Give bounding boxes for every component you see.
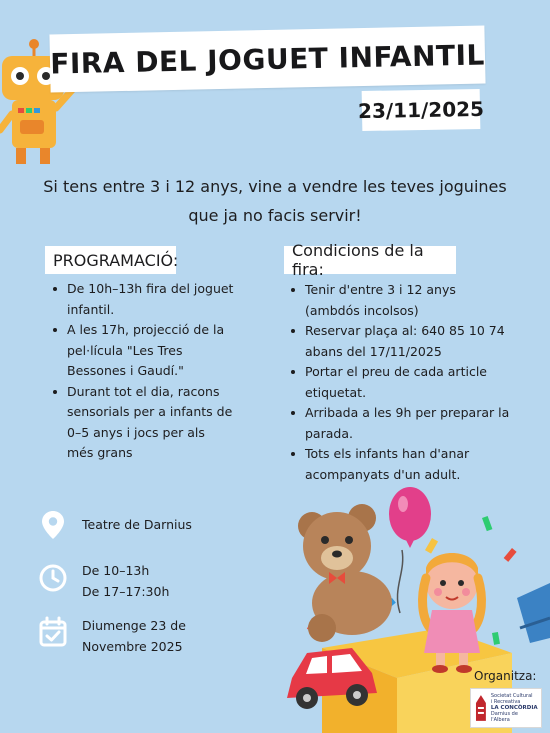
time-row [38, 561, 169, 602]
list-item: Portar el preu de cada article etiquetat. [288, 362, 513, 403]
time-line-1: De 10–13h [82, 563, 150, 578]
intro-line-1: Si tens entre 3 i 12 anys, vine a vendre les teves joguines [43, 177, 507, 196]
page-title: FIRA DEL JOGUET INFANTIL [49, 37, 486, 81]
organizer-logo-line-2: i Recreativa [490, 699, 521, 705]
organizer-logo-line-3: Darnius de l'Albera [490, 711, 518, 723]
organizer-logo-text [491, 693, 538, 723]
location-pin-icon [38, 509, 68, 541]
organizer-label: Organitza: [474, 669, 537, 683]
place-row [38, 509, 192, 541]
organizer-logo [470, 688, 542, 728]
list-item: Tots els infants han d'anar acompanyats d'un adult. [288, 444, 513, 485]
list-item: Tenir d'entre 3 i 12 anys (ambdós incolsos) [288, 280, 513, 321]
place-text: Teatre de Darnius [82, 517, 192, 532]
list-item: Arribada a les 9h per preparar la parada. [288, 403, 513, 444]
event-date: 23/11/2025 [357, 96, 485, 124]
date-row [38, 616, 186, 657]
title-banner [49, 25, 485, 92]
condicions-heading: Condicions de la fira: [284, 246, 456, 274]
intro-line-2: que ja no facis servir! [188, 206, 362, 225]
calendar-icon [38, 616, 68, 648]
programacio-heading: PROGRAMACIÓ: [45, 246, 176, 274]
clock-icon [38, 561, 68, 593]
time-line-2: De 17–17:30h [82, 583, 170, 599]
programacio-list [50, 279, 235, 464]
date-line-1: Diumenge 23 de [82, 618, 186, 633]
list-item: Durant tot el dia, racons sensorials per a infants de 0–5 anys i jocs per als més grans [50, 382, 235, 464]
date-text [82, 616, 186, 657]
intro-text [40, 172, 510, 230]
condicions-list [288, 280, 513, 485]
organizer-logo-name: LA CONCÒRDIA [490, 705, 538, 711]
organizer-logo-mark [474, 693, 488, 723]
list-item: A les 17h, projecció de la pel·lícula "Les Tres Bessones i Gaudí." [50, 320, 235, 382]
date-banner [357, 89, 485, 131]
list-item: De 10h–13h fira del joguet infantil. [50, 279, 235, 320]
organizer-logo-line-1: Societat Cultural [490, 693, 533, 699]
time-text [82, 561, 169, 602]
date-line-2: Novembre 2025 [82, 638, 183, 654]
list-item: Reservar plaça al: 640 85 10 74 abans del 17/11/2025 [288, 321, 513, 362]
